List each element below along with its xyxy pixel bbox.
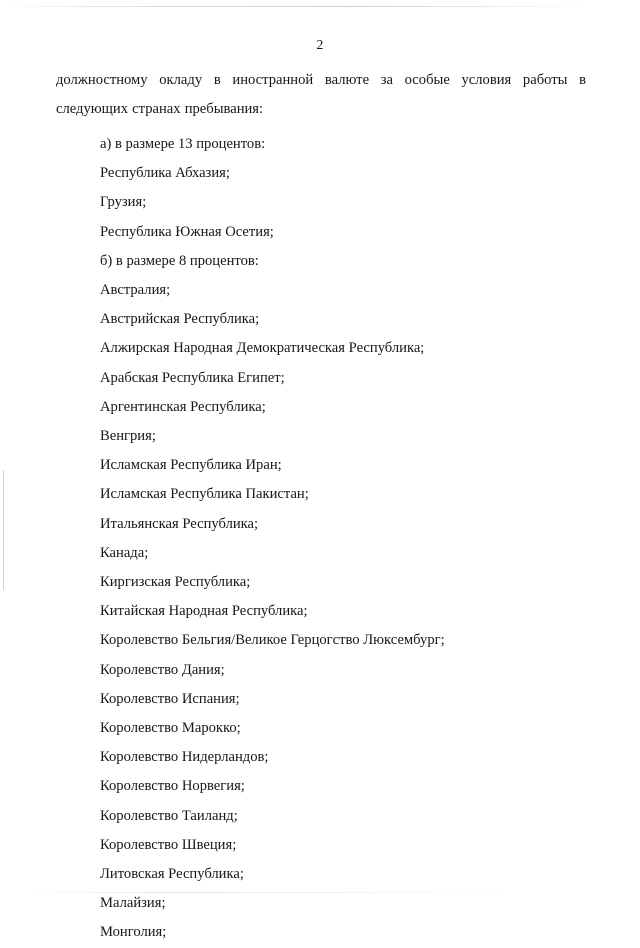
list-item: Королевство Бельгия/Великое Герцогство Люксембург; (100, 632, 445, 649)
list-item: Королевство Швеция; (100, 836, 237, 853)
list-item: Малайзия; (100, 895, 166, 912)
list-item: Королевство Дания; (100, 661, 225, 678)
list-item: Республика Южная Осетия; (100, 223, 274, 240)
list-item: Литовская Республика; (100, 866, 244, 883)
list-item: Австралия; (100, 282, 171, 299)
list-item: Арабская Республика Египет; (100, 369, 285, 386)
list-item: Канада; (100, 544, 149, 561)
list-item: Монголия; (100, 924, 167, 941)
lead-paragraph: должностному окладу в иностранной валюте за особые условия работы в следующих странах пребывания: (56, 72, 586, 117)
list-item: Королевство Нидерландов; (100, 749, 269, 766)
list-item: Итальянская Республика; (100, 515, 259, 532)
scan-artifact-top (0, 6, 640, 7)
list-item: б) в размере 8 процентов: (100, 252, 259, 269)
list-item: Королевство Испания; (100, 690, 240, 707)
list-item: Аргентинская Республика; (100, 398, 266, 415)
list-item: Китайская Народная Республика; (100, 603, 308, 620)
list-item: Королевство Таиланд; (100, 807, 238, 824)
document-body (56, 66, 586, 948)
page-number: 2 (316, 38, 324, 53)
scan-artifact-left (3, 470, 4, 590)
country-list (56, 130, 586, 948)
list-item: Исламская Республика Иран; (100, 457, 282, 474)
list-item: Алжирская Народная Демократическая Республика; (100, 340, 425, 357)
list-item: Королевство Норвегия; (100, 778, 245, 795)
list-item: Грузия; (100, 194, 147, 211)
list-item: Исламская Республика Пакистан; (100, 486, 309, 503)
list-item: Австрийская Республика; (100, 311, 260, 328)
list-item: Венгрия; (100, 428, 156, 445)
list-item: Королевство Марокко; (100, 720, 241, 737)
list-item: а) в размере 13 процентов: (100, 136, 266, 152)
list-item: Республика Абхазия; (100, 165, 230, 182)
list-item: Киргизская Республика; (100, 574, 251, 591)
